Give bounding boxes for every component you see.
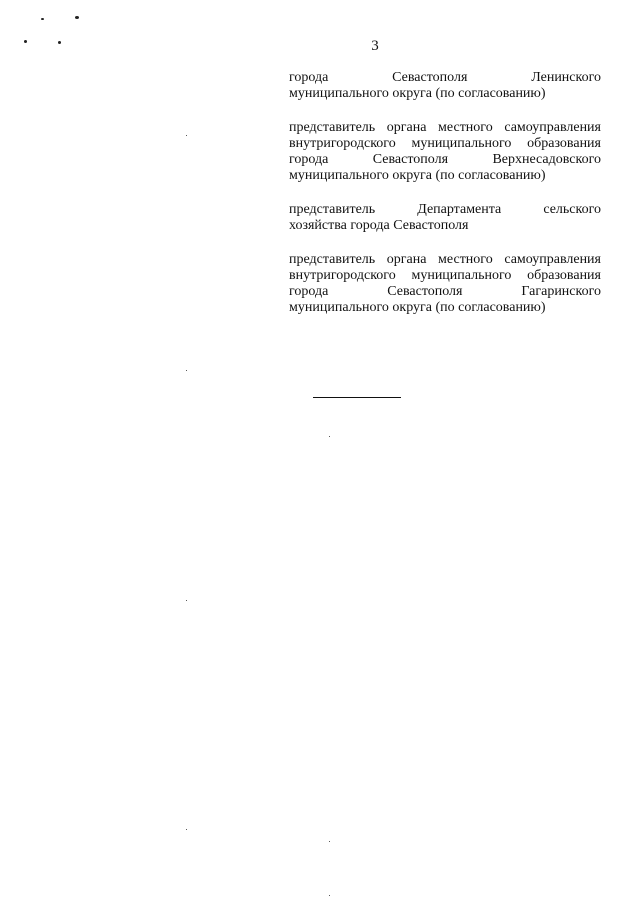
scan-speck [329,841,330,842]
page-number: 3 [371,38,379,54]
entry-line: города Севастополя Верхнесадовского [289,152,601,167]
entry-line: хозяйства города Севастополя [289,218,469,233]
scan-speck [186,829,187,830]
entry-line: муниципального округа (по согласованию) [289,168,546,183]
entry-line: представитель органа местного самоуправления [289,120,601,135]
entry-line: муниципального округа (по согласованию) [289,86,546,101]
entry-line: города Севастополя Ленинского [289,70,601,85]
entry-line: представитель органа местного самоуправления [289,252,601,267]
entry-line: внутригородского муниципального образования [289,268,601,283]
end-of-list-rule [313,397,401,398]
entry-line: внутригородского муниципального образования [289,136,601,151]
member-entry [289,202,601,234]
scan-speck [41,18,44,20]
member-entry [289,252,601,316]
entry-line: города Севастополя Гагаринского [289,284,601,299]
scan-speck [75,16,79,19]
member-list [289,70,601,334]
scan-speck [186,600,187,601]
entry-line: муниципального округа (по согласованию) [289,300,546,315]
scan-speck [329,436,330,437]
scan-speck [186,135,187,136]
member-entry [289,70,601,102]
scan-speck [329,895,330,896]
scan-speck [186,370,187,371]
member-entry [289,120,601,184]
entry-line: представитель Департамента сельского [289,202,601,217]
